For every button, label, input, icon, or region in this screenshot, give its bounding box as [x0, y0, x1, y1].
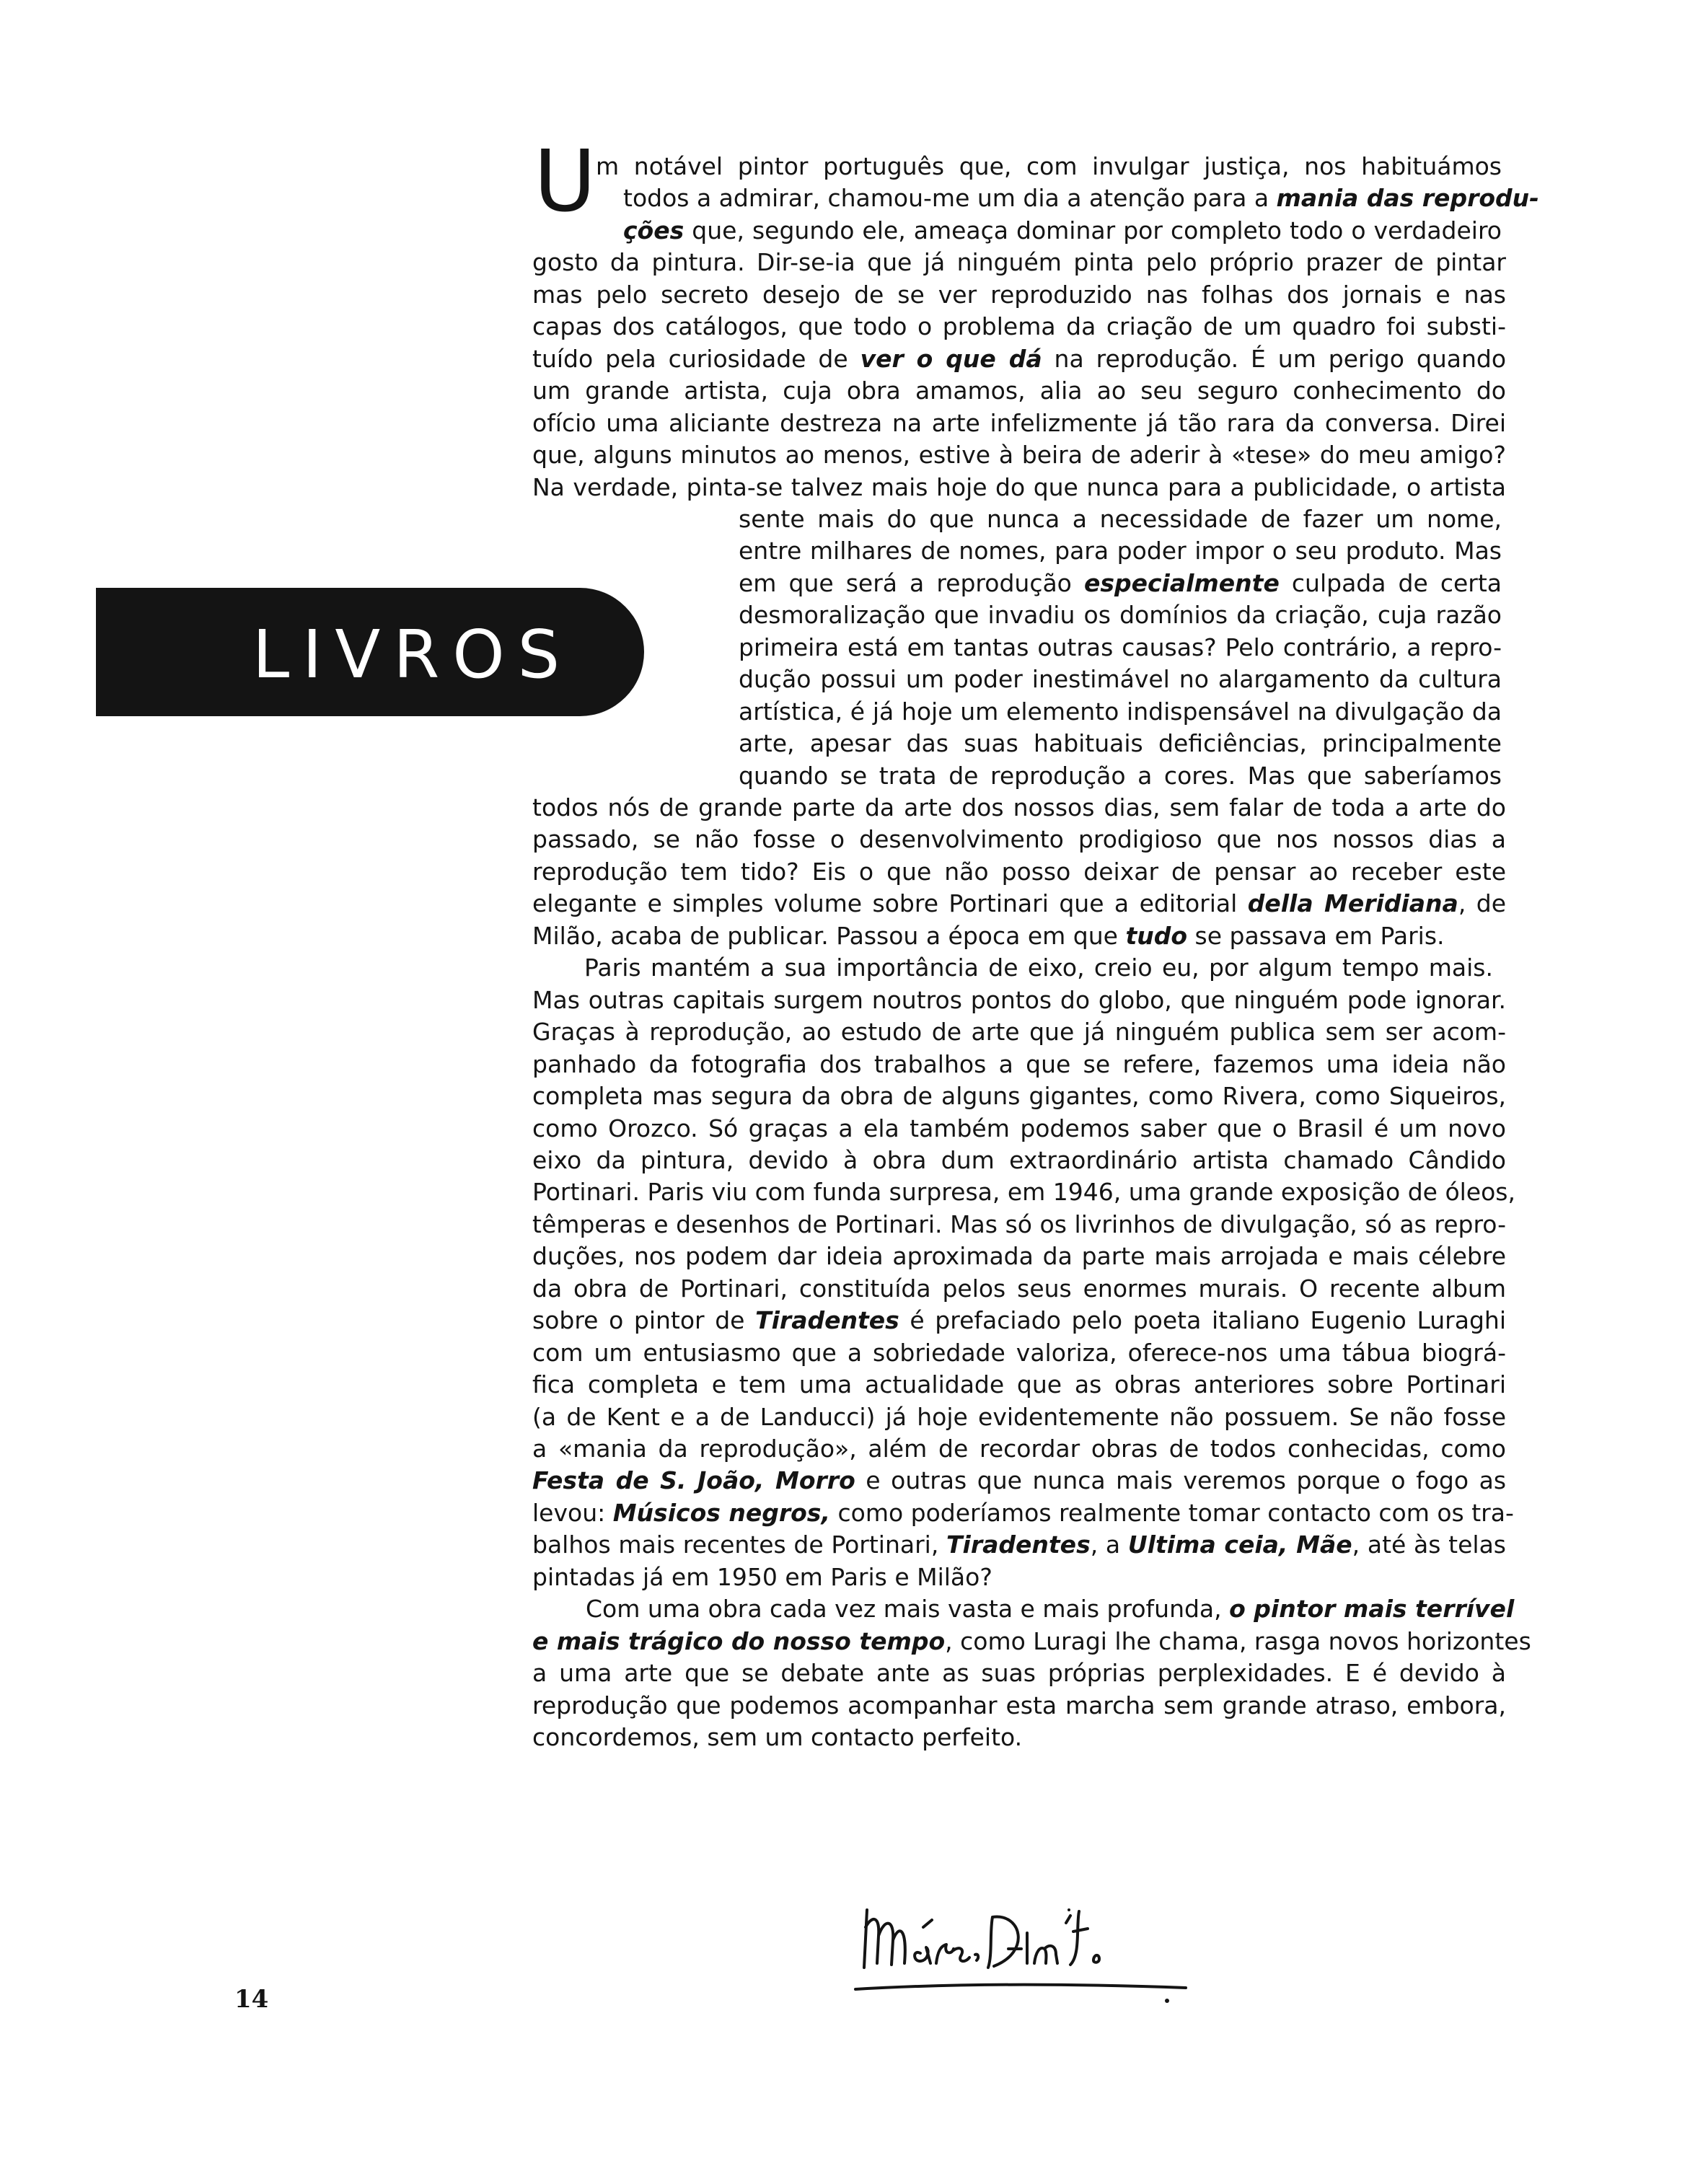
article-line	[623, 214, 1502, 247]
author-signature	[851, 1882, 1190, 2005]
text-run: della Meridiana	[1247, 889, 1458, 917]
text-run: duções, nos podem dar ideia aproximada da parte mais arrojada e mais célebre	[532, 1242, 1506, 1270]
text-run: na reprodução. É um perigo quando	[1042, 345, 1507, 373]
text-run: capas dos catálogos, que todo o problema da criação de um quadro foi substi-	[532, 312, 1506, 340]
text-run: um grande artista, cuja obra amamos, alia ao seu seguro conhecimento do	[532, 376, 1506, 405]
article-line	[532, 407, 1506, 440]
article-line	[532, 1528, 1506, 1562]
article-line	[532, 1112, 1506, 1145]
section-title: LIVROS	[252, 616, 573, 693]
article-line	[532, 278, 1506, 312]
text-run: em que será a reprodução	[739, 569, 1084, 597]
article-line	[532, 1497, 1514, 1530]
article-line	[532, 1144, 1506, 1177]
text-run: reprodução que podemos acompanhar esta marcha sem grande atraso, embora,	[532, 1691, 1506, 1719]
text-run: têmperas e desenhos de Portinari. Mas só os livrinhos de divulgação, só as repro-	[532, 1210, 1506, 1238]
article-line	[739, 663, 1502, 696]
article-line	[532, 1561, 1506, 1594]
article-line	[532, 1048, 1506, 1081]
article-line	[532, 1240, 1506, 1273]
article-line	[532, 1016, 1506, 1049]
text-run: como Orozco. Só graças a ela também podemos saber que o Brasil é um novo	[532, 1114, 1506, 1142]
text-run: e outras que nunca mais veremos porque o fogo as	[855, 1466, 1507, 1494]
text-run: com um entusiasmo que a sobriedade valoriza, oferece-nos uma tábua biográ-	[532, 1339, 1506, 1367]
text-run: da obra de Portinari, constituída pelos seus enormes murais. O recente album	[532, 1274, 1506, 1303]
text-run: fica completa e tem uma actualidade que as obras anteriores sobre Portinari	[532, 1370, 1506, 1399]
text-run: quando se trata de reprodução a cores. Mas que saberíamos	[739, 762, 1502, 790]
text-run: concordemos, sem um contacto perfeito.	[532, 1723, 1023, 1751]
text-run: culpada de certa	[1279, 569, 1502, 597]
article-line	[532, 1368, 1506, 1401]
text-run: desmoralização que invadiu os domínios da criação, cuja razão	[739, 601, 1502, 629]
text-run: , a	[1090, 1531, 1128, 1559]
article-line	[739, 567, 1502, 600]
text-run: que, segundo ele, ameaça dominar por completo todo o verdadeiro	[684, 216, 1502, 245]
text-run: a uma arte que se debate ante as suas próprias perplexidades. E é devido à	[532, 1659, 1506, 1687]
article-line	[532, 791, 1506, 824]
text-run: elegante e simples volume sobre Portinari que a editorial	[532, 889, 1248, 917]
text-run: ofício uma aliciante destreza na arte infelizmente já tão rara da conversa. Direi	[532, 409, 1506, 437]
text-run: que, alguns minutos ao menos, estive à beira de aderir à «tese» do meu amigo?	[532, 441, 1506, 469]
article-line	[532, 1080, 1506, 1113]
text-run: levou:	[532, 1499, 613, 1527]
article-line	[532, 1657, 1506, 1690]
article-line	[532, 920, 1506, 953]
text-run: tuído pela curiosidade de	[532, 345, 860, 373]
text-run: a «mania da reprodução», além de recordar obras de todos conhecidas, como	[532, 1435, 1506, 1463]
text-run: balhos mais recentes de Portinari,	[532, 1531, 947, 1559]
text-run: o pintor mais terrível	[1229, 1595, 1515, 1623]
text-run: pintadas já em 1950 em Paris e Milão?	[532, 1563, 992, 1591]
text-run: dução possui um poder inestimável no alargamento da cultura	[739, 665, 1502, 693]
article-line	[532, 1432, 1506, 1466]
article-line	[586, 1593, 1515, 1626]
text-run: completa mas segura da obra de alguns gigantes, como Rivera, como Siqueiros,	[532, 1082, 1506, 1110]
text-run: Com uma obra cada vez mais vasta e mais profunda,	[586, 1595, 1230, 1623]
article-line	[532, 1689, 1506, 1722]
text-run: tudo	[1125, 922, 1188, 950]
article-line	[532, 310, 1506, 343]
article-line	[739, 695, 1502, 728]
text-run: panhado da fotografia dos trabalhos a que se refere, fazemos uma ideia não	[532, 1050, 1506, 1078]
text-run: Ultima ceia, Mãe	[1127, 1531, 1352, 1559]
article-line	[739, 599, 1502, 632]
text-run: reprodução tem tido? Eis o que não posso deixar de pensar ao receber este	[532, 858, 1506, 886]
article-line	[532, 343, 1506, 376]
text-run: como poderíamos realmente tomar contacto com os tra-	[830, 1499, 1514, 1527]
text-run: (a de Kent e a de Landucci) já hoje evidentemente não possuem. Se não fosse	[532, 1403, 1506, 1431]
text-run: Tiradentes	[755, 1306, 899, 1334]
article-line	[623, 182, 1539, 215]
article-line	[532, 984, 1506, 1017]
text-run: gosto da pintura. Dir-se-ia que já ninguém pinta pelo próprio prazer de pintar	[532, 248, 1506, 276]
text-run: arte, apesar das suas habituais deficiências, principalmente	[739, 729, 1502, 757]
text-run: Paris mantém a sua importância de eixo, creio eu, por algum tempo mais.	[584, 954, 1493, 982]
article-line	[532, 1272, 1506, 1305]
text-run: Músicos negros,	[612, 1499, 830, 1527]
text-run: , de	[1458, 889, 1507, 917]
text-run: m notável pintor português que, com invulgar justiça, nos habituámos	[596, 152, 1502, 180]
article-line	[532, 1401, 1506, 1434]
article-line	[739, 503, 1502, 536]
text-run: Tiradentes	[946, 1531, 1091, 1559]
page-number: 14	[234, 1985, 269, 2014]
article-line	[739, 727, 1502, 760]
text-run: Graças à reprodução, ao estudo de arte que já ninguém publica sem ser acom-	[532, 1018, 1506, 1046]
text-run: sobre o pintor de	[532, 1306, 756, 1334]
text-run: se passava em Paris.	[1187, 922, 1445, 950]
text-run: sente mais do que nunca a necessidade de fazer um nome,	[739, 505, 1502, 533]
article-line	[532, 1721, 1506, 1754]
text-run: Festa de S. João, Morro	[532, 1466, 855, 1494]
article-line	[532, 471, 1506, 504]
text-run: primeira está em tantas outras causas? Pelo contrário, a repro-	[739, 633, 1502, 661]
article-line	[532, 1625, 1531, 1658]
article-line	[532, 1176, 1515, 1209]
article-line	[739, 631, 1502, 664]
text-run: especialmente	[1083, 569, 1280, 597]
article-line	[532, 855, 1506, 889]
article-line	[532, 246, 1506, 279]
text-run: todos a admirar, chamou-me um dia a atenção para a	[623, 184, 1277, 212]
article-line	[532, 1464, 1506, 1497]
text-run: artística, é já hoje um elemento indispensável na divulgação da	[739, 697, 1502, 726]
article-line	[532, 823, 1506, 856]
text-run: , até às telas	[1352, 1531, 1506, 1559]
text-run: Milão, acaba de publicar. Passou a época em que	[532, 922, 1126, 950]
text-run: Portinari. Paris viu com funda surpresa, em 1946, uma grande exposição de óleos,	[532, 1178, 1515, 1206]
text-run: eixo da pintura, devido à obra dum extraordinário artista chamado Cândido	[532, 1146, 1506, 1174]
text-run: ver o que dá	[860, 345, 1042, 373]
article-line	[532, 1336, 1506, 1370]
text-run: é prefaciado pelo poeta italiano Eugenio Luraghi	[899, 1306, 1506, 1334]
text-run: mas pelo secreto desejo de se ver reproduzido nas folhas dos jornais e nas	[532, 281, 1506, 309]
text-run: Mas outras capitais surgem noutros pontos do globo, que ninguém pode ignorar.	[532, 986, 1506, 1014]
article-line	[739, 759, 1502, 793]
article-line	[532, 1304, 1506, 1337]
text-run: e mais trágico do nosso tempo	[532, 1627, 946, 1655]
text-run: ções	[623, 216, 684, 245]
text-run: Na verdade, pinta-se talvez mais hoje do que nunca para a publicidade, o artista	[532, 473, 1506, 501]
article-line	[532, 374, 1506, 408]
article-line	[532, 1208, 1506, 1241]
article-line	[739, 534, 1502, 568]
text-run: mania das reprodu-	[1276, 184, 1539, 212]
drop-cap: U	[534, 131, 597, 231]
text-run: , como Luragi lhe chama, rasga novos horizontes	[945, 1627, 1531, 1655]
text-run: passado, se não fosse o desenvolvimento prodigioso que nos nossos dias a	[532, 825, 1506, 853]
article-line	[532, 439, 1506, 472]
article-line	[584, 951, 1493, 985]
article-line	[532, 887, 1506, 920]
text-run: todos nós de grande parte da arte dos nossos dias, sem falar de toda a arte do	[532, 793, 1506, 822]
text-run: entre milhares de nomes, para poder impor o seu produto. Mas	[739, 537, 1502, 565]
article-line	[596, 150, 1502, 183]
